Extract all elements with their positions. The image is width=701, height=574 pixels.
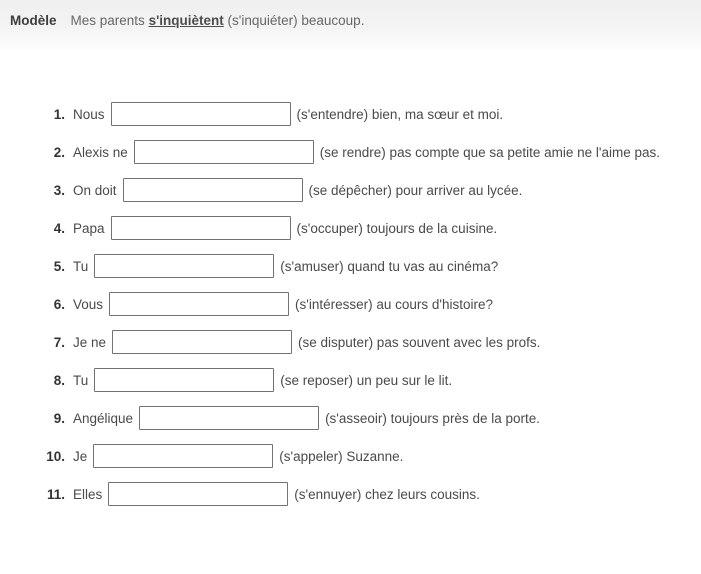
question-prefix-text: Elles	[73, 486, 103, 502]
question-prefix-text: Vous	[73, 296, 104, 312]
question-number: 8.	[53, 372, 65, 388]
model-sentence-prefix: Mes parents	[70, 13, 149, 28]
answer-input[interactable]	[94, 368, 274, 392]
answer-input[interactable]	[123, 178, 303, 202]
questions-list	[0, 50, 701, 513]
question-number: 11.	[46, 486, 65, 502]
question-prefix-text: Papa	[73, 220, 105, 236]
question-row	[0, 361, 701, 399]
answer-input[interactable]	[109, 292, 289, 316]
model-answer-highlight: s'inquiètent	[148, 13, 224, 28]
question-number: 6.	[53, 296, 65, 312]
question-prefix-text: Je ne	[73, 334, 107, 350]
answer-input[interactable]	[93, 444, 273, 468]
model-sentence-suffix: (s'inquiéter) beaucoup.	[223, 13, 365, 28]
question-number: 5.	[53, 258, 65, 274]
question-suffix-text: (s'entendre) bien, ma sœur et moi.	[296, 106, 504, 122]
question-row	[0, 133, 701, 171]
answer-input[interactable]	[112, 330, 292, 354]
answer-input[interactable]	[94, 254, 274, 278]
question-row	[0, 323, 701, 361]
question-suffix-text: (s'appeler) Suzanne.	[279, 448, 404, 464]
question-number: 2.	[53, 144, 65, 160]
question-suffix-text: (s'occuper) toujours de la cuisine.	[296, 220, 498, 236]
answer-input[interactable]	[139, 406, 319, 430]
question-row	[0, 285, 701, 323]
question-prefix-text: Je	[73, 448, 88, 464]
question-row	[0, 437, 701, 475]
answer-input[interactable]	[111, 102, 291, 126]
question-row	[0, 247, 701, 285]
question-row	[0, 209, 701, 247]
question-row	[0, 475, 701, 513]
answer-input[interactable]	[111, 216, 291, 240]
question-row	[0, 399, 701, 437]
question-number: 4.	[53, 220, 65, 236]
question-suffix-text: (s'asseoir) toujours près de la porte.	[325, 410, 540, 426]
question-row	[0, 171, 701, 209]
question-number: 9.	[53, 410, 65, 426]
question-prefix-text: Tu	[73, 372, 89, 388]
question-suffix-text: (s'intéresser) au cours d'histoire?	[295, 296, 494, 312]
question-prefix-text: On doit	[73, 182, 117, 198]
question-suffix-text: (s'amuser) quand tu vas au cinéma?	[280, 258, 499, 274]
question-prefix-text: Alexis ne	[73, 144, 128, 160]
question-suffix-text: (se reposer) un peu sur le lit.	[280, 372, 453, 388]
model-label: Modèle	[10, 13, 57, 28]
question-suffix-text: (se dépêcher) pour arriver au lycée.	[308, 182, 523, 198]
question-number: 10.	[46, 448, 65, 464]
question-row	[0, 95, 701, 133]
model-sentence	[71, 13, 365, 28]
answer-input[interactable]	[108, 482, 288, 506]
question-suffix-text: (se rendre) pas compte que sa petite amie ne l'aime pas.	[319, 144, 661, 160]
answer-input[interactable]	[134, 140, 314, 164]
question-suffix-text: (se disputer) pas souvent avec les profs.	[298, 334, 541, 350]
question-suffix-text: (s'ennuyer) chez leurs cousins.	[294, 486, 480, 502]
question-prefix-text: Nous	[73, 106, 105, 122]
question-prefix-text: Tu	[73, 258, 89, 274]
question-number: 1.	[53, 106, 65, 122]
question-number: 3.	[53, 182, 65, 198]
model-example-bar	[0, 0, 701, 50]
question-number: 7.	[53, 334, 65, 350]
question-prefix-text: Angélique	[73, 410, 134, 426]
